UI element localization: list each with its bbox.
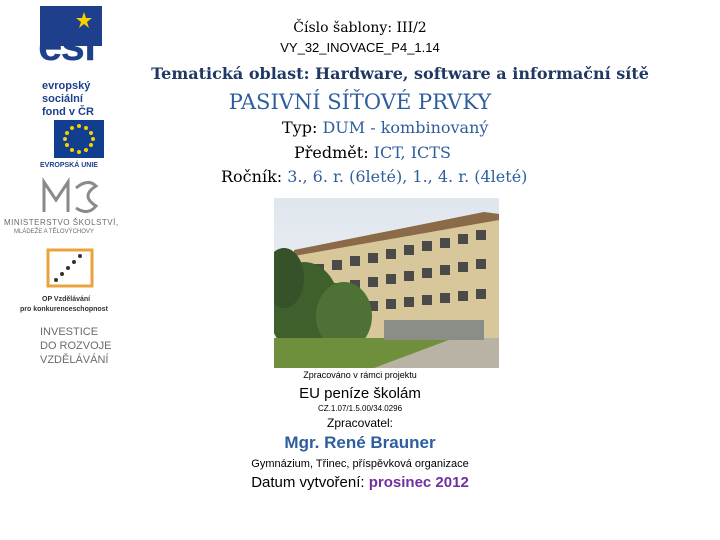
school-photo <box>274 198 499 368</box>
invest-line-1: INVESTICE <box>40 326 99 338</box>
grade-row <box>221 167 527 186</box>
date-value: prosinec 2012 <box>368 474 469 491</box>
eu-stars-icon <box>54 120 104 158</box>
subject-row <box>294 143 451 162</box>
eu-flag <box>54 120 104 158</box>
creation-date-row <box>200 474 520 491</box>
page-title: PASIVNÍ SÍŤOVÉ PRVKY <box>228 90 492 114</box>
project-name: EU peníze školám <box>299 385 421 402</box>
esf-line-1: evropský <box>42 80 91 92</box>
school-name: Gymnázium, Třinec, příspěvková organizace <box>251 458 469 470</box>
esf-letters: esf <box>38 21 96 70</box>
op-logo <box>20 246 140 318</box>
date-label: Datum vytvoření: <box>251 474 369 491</box>
msmt-line-1: MINISTERSTVO ŠKOLSTVÍ, <box>4 218 119 227</box>
op-line-2: pro konkurenceschopnost <box>20 306 108 313</box>
template-code: VY_32_INOVACE_P4_1.14 <box>280 40 440 55</box>
author-name: Mgr. René Brauner <box>284 433 436 452</box>
subject-label: Předmět: <box>294 143 374 162</box>
school-building-image <box>274 198 499 368</box>
invest-line-2: DO ROZVOJE <box>40 340 112 352</box>
type-label: Typ: <box>282 118 323 137</box>
type-row <box>282 118 488 137</box>
author-label: Zpracovatel: <box>326 416 394 430</box>
investice-logo <box>40 326 140 374</box>
msmt-line-2: MLÁDEŽE A TĚLOVÝCHOVY <box>14 229 94 235</box>
grade-label: Ročník: <box>221 167 288 186</box>
op-line-1: OP Vzdělávání <box>42 296 91 303</box>
grade-value: 3., 6. r. (6leté), 1., 4. r. (4leté) <box>287 167 528 186</box>
msmt-emblem-icon <box>40 176 110 216</box>
eu-flag-logo <box>40 120 120 176</box>
esf-line-2: sociální <box>42 93 83 105</box>
esf-line-3: fond v ČR <box>42 106 94 118</box>
type-value: DUM - kombinovaný <box>322 118 489 137</box>
eu-label: EVROPSKÁ UNIE <box>40 162 98 169</box>
template-number: Číslo šablony: III/2 <box>293 20 427 36</box>
project-code: CZ.1.07/1.5.00/34.0296 <box>317 404 403 413</box>
invest-line-3: VZDĚLÁVÁNÍ <box>40 354 109 366</box>
thematic-area: Tematická oblast: Hardware, software a informační sítě <box>151 64 649 83</box>
esf-logo <box>38 6 122 116</box>
subject-value: ICT, ICTS <box>373 143 451 162</box>
msmt-logo <box>4 176 136 242</box>
processed-within: Zpracováno v rámci projektu <box>303 370 417 380</box>
logo-column <box>0 0 140 380</box>
op-emblem-icon <box>42 246 98 292</box>
